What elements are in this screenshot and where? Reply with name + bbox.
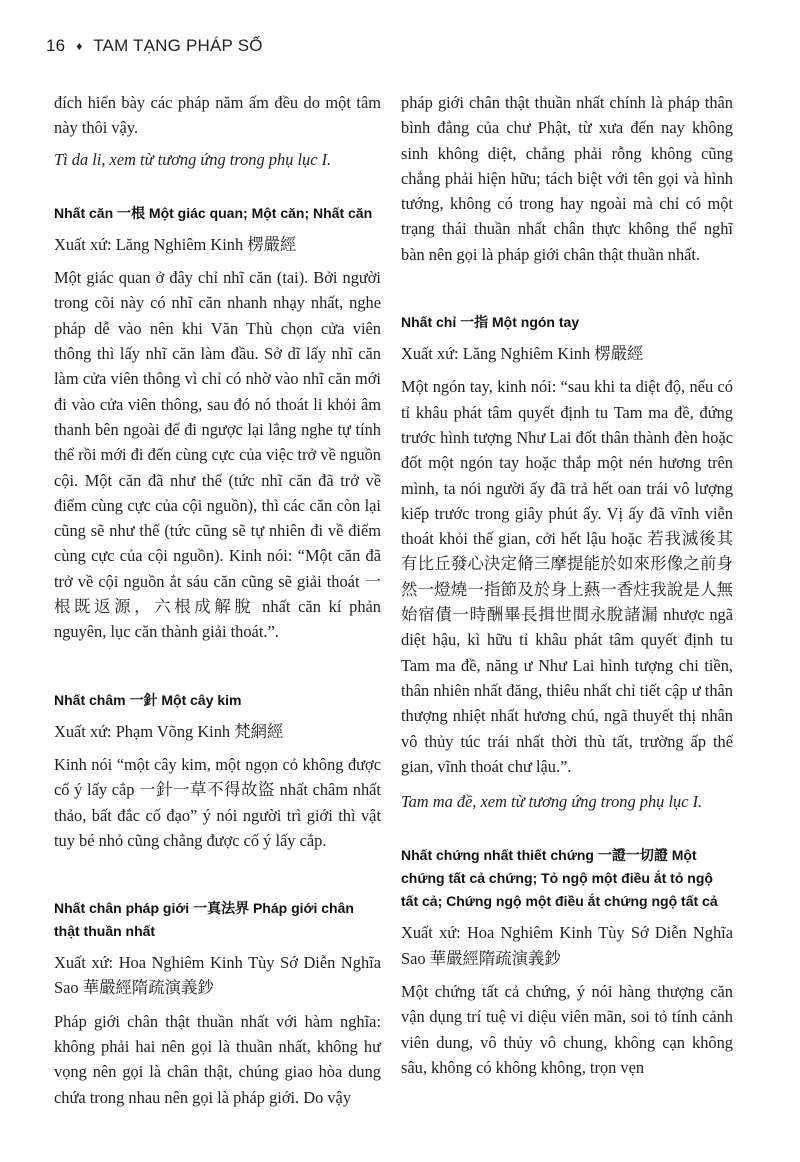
entry-body-nhat-chi: Một ngón tay, kinh nói: “sau khi ta diệt độ, nếu có tỉ khâu phát tâm quyết định tu Tam ma đề, đứng trước hình tượng Như Lai đốt thân thành đèn hoặc đốt một ngón tay hoặc thắp một nén hương trên mình, ta nói người ấy đã trả hết oan trái vô lượng kiếp trước trong giây phút ấy. Vị ấy đã vĩnh viễn thoát khỏi thế gian, cởi hết lậu hoặc 若我滅後其有比丘發心決定脩三摩提能於如來形像之前身然一燈燒一指節及於身上爇一香炷我說是人無始宿債一時酬畢長揖世間永脫諸漏 nhược ngã diệt hậu, kì hữu tỉ khâu phát tâm quyết định tu Tam ma đề, năng ư Như Lai hình tượng chi tiền, thân nhiên nhất đăng, thiêu nhất chỉ tiết cập ư thân thượng nhiệt nhất hương chú, ngã thuyết thị nhân vô thủy túc trái nhất thời thù tất, trường ấp thế gian, vĩnh thoát chư lậu.”. [401,377,733,776]
entry-source-nhat-chan-phap-gioi: Xuất xứ: Hoa Nghiêm Kinh Tùy Sớ Diễn Nghĩa Sao 華嚴經隋疏演義鈔 [54,953,381,998]
entry-note-nhat-chi: Tam ma đề, xem từ tương ứng trong phụ lục I. [401,792,703,812]
intro-note: Tì da li, xem từ tương ứng trong phụ lục I. [54,149,332,169]
continued-paragraph: pháp giới chân thật thuần nhất chính là pháp thân bình đẳng của chư Phật, từ xưa đến nay không sinh không diệt, chẳng phải rỗng không cũng chẳng phải hiện hữu; tách biệt với tên gọi và hình tướng, không có trong hay ngoài mà chỉ có một trạng thái thuần nhất chân thực không thể nghĩ bàn nên gọi là pháp giới chân thật thuần nhất. [401,93,733,264]
entry-heading-nhat-can: Nhất căn 一根 Một giác quan; Một căn; Nhất căn [54,204,373,221]
entry-heading-nhat-cham: Nhất châm 一針 Một cây kim [54,691,242,708]
entry-heading-nhat-chan-phap-gioi: Nhất chân pháp giới 一真法界 Pháp giới chân thật thuần nhất [54,900,354,940]
page-number: 16 [46,36,66,55]
entry-body-nhat-cham: Kinh nói “một cây kim, một ngọn cỏ không được cố ý lấy cắp 一針一草不得故盜 nhất châm nhất thảo, bất đắc cố đạo” ý nói người trì giới thì vật tuy bé nhỏ cũng chẳng được cố ý lấy cắp. [54,754,381,850]
entry-source-nhat-chi: Xuất xứ: Lăng Nghiêm Kinh 楞嚴經 [401,344,644,364]
entry-source-nhat-chung: Xuất xứ: Hoa Nghiêm Kinh Tùy Sớ Diễn Nghĩa Sao 華嚴經隋疏演義鈔 [401,923,733,968]
entry-body-nhat-chung: Một chứng tất cả chứng, ý nói hàng thượng căn vận dụng trí tuệ vi diệu viên mãn, soi tỏ tính cảnh viên dung, vô thủy vô chung, không cạn không sâu, không có không không, trọn vẹn [401,982,733,1077]
running-head [46,36,263,56]
entry-heading-nhat-chung: Nhất chứng nhất thiết chứng 一證一切證 Một chứng tất cả chứng; Tỏ ngộ một điều ắt tỏ ngộ tất cả; Chứng ngộ một điều ắt chứng ngộ tất cả [401,847,718,910]
entry-source-nhat-cham: Xuất xứ: Phạm Võng Kinh 梵網經 [54,721,284,741]
entry-body-nhat-can: Một giác quan ở đây chỉ nhĩ căn (tai). Bởi người trong cõi này có nhĩ căn nhanh nhạy nhất, nghe pháp dễ vào nên khi Văn Thù chọn cửa viên thông thì lấy nhĩ căn làm đầu. Sở dĩ lấy nhĩ căn làm cửa viên thông vì chỉ có nhờ vào nhĩ căn mới đi vào cửa viên thông, sau đó nó thoát li khỏi âm thanh bên ngoài để đi ngược lại lắng nghe tự tính thể rồi mới đi đến cùng cực của việc trở về nguồn cội. Một căn đã như thế (tức nhĩ căn đã trở về điểm cùng cực của cội nguồn), thì các căn còn lại cũng sẽ như thế (tức cũng sẽ tự nhiên đi về điểm cùng cực của cội nguồn). Kinh nói: “Một căn đã trở về cội nguồn ắt sáu căn cũng sẽ giải thoát 一根既返源，六根成解脫 nhất căn kí phản nguyên, lục căn thành giải thoát.”. [54,268,381,642]
intro-paragraph: đích hiển bày các pháp năm ấm đều do một tâm này thôi vậy. [54,93,381,138]
entry-heading-nhat-chi: Nhất chỉ 一指 Một ngón tay [401,314,580,331]
diamond-icon: ♦ [76,39,83,53]
left-column [54,90,381,1110]
book-title: TAM TẠNG PHÁP SỐ [93,36,263,55]
entry-source-nhat-can: Xuất xứ: Lăng Nghiêm Kinh 楞嚴經 [54,234,297,254]
right-column [401,90,733,1080]
entry-body-nhat-chan-phap-gioi: Pháp giới chân thật thuần nhất với hàm nghĩa: không phải hai nên gọi là thuần nhất, không hư vọng nên gọi là chân thật, chúng giao hòa dung chứa trong nhau nên gọi là pháp giới. Do vậy [54,1011,381,1107]
